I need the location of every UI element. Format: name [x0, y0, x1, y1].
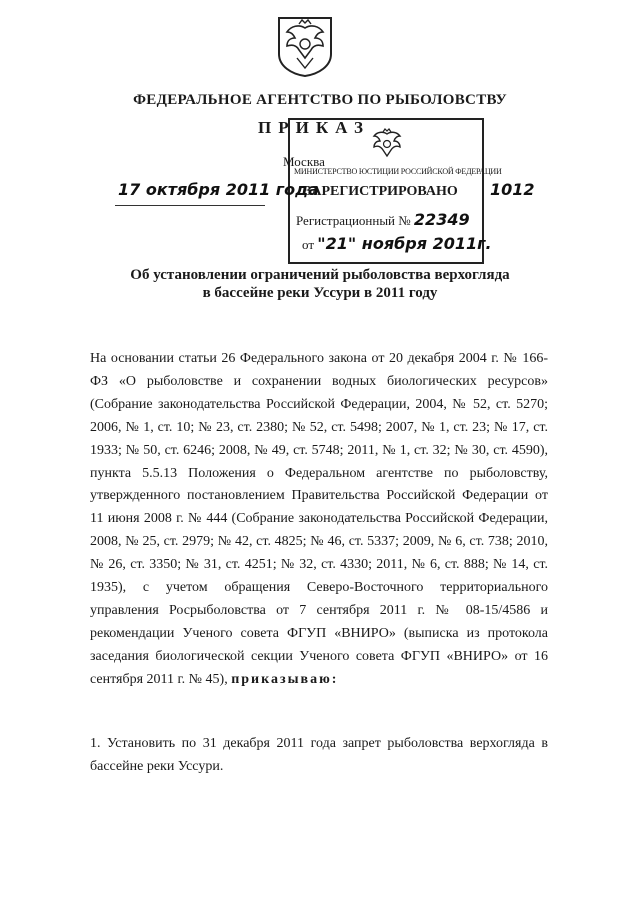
- order-item-1: 1. Установить по 31 декабря 2011 года запрет рыболовства верхогляда в бассейне реки Уссури.: [90, 736, 548, 774]
- double-headed-eagle-icon: [368, 126, 406, 162]
- subject-line-2: в бассейне реки Уссури в 2011 году: [202, 285, 438, 301]
- stamp-registration-number: [296, 210, 470, 229]
- order-word: приказываю:: [231, 671, 339, 687]
- stamp-date-prefix: от: [302, 237, 315, 252]
- stamp-extra-handwritten: 1012: [490, 180, 535, 199]
- order-title: ПРИКАЗ: [258, 118, 370, 137]
- stamp-reg-label: Регистрационный №: [296, 213, 411, 228]
- stamp-reg-number: 22349: [413, 210, 470, 229]
- stamp-registration-date: [302, 234, 492, 253]
- subject-line-1: Об установлении ограничений рыболовства верхогляда: [130, 267, 510, 283]
- stamp-ministry: МИНИСТЕРСТВО ЮСТИЦИИ РОССИЙСКОЙ ФЕДЕРАЦИИ: [294, 167, 502, 176]
- signature-date-underline: [115, 205, 265, 206]
- stamp-date-value: "21" ноября 2011г.: [317, 234, 492, 253]
- order-preamble: [90, 348, 548, 692]
- order-subject: [0, 266, 640, 302]
- stamp-registered: ЗАРЕГИСТРИРОВАНО: [304, 184, 458, 199]
- russian-coat-of-arms-icon: [275, 14, 335, 78]
- signature-date: 17 октября 2011 года: [118, 180, 319, 199]
- agency-name: ФЕДЕРАЛЬНОЕ АГЕНТСТВО ПО РЫБОЛОВСТВУ: [133, 92, 507, 108]
- city: Москва: [283, 154, 325, 169]
- preamble-text: На основании статьи 26 Федерального закона от 20 декабря 2004 г. № 166-ФЗ «О рыболовстве и сохранении водных биологических ресурсов» (Собрание законодательства Российской Федерации, 2004, № 52, ст. 5270; 2006, № 1, ст. 10; № 23, ст. 2380; № 52, ст. 5498; 2007, № 1, ст. 23; № 17, ст. 1933; № 50, ст. 6246; 2008, № 49, ст. 5748; 2011, № 1, ст. 32; № 30, ст. 4590), пункта 5.5.13 Положения о Федеральном агентстве по рыболовству, утвержденного постановлением Правительства Российской Федерации от 11 июня 2008 г. № 444 (Собрание законодательства Российской Федерации, 2008, № 25, ст. 2979; № 42, ст. 4825; № 46, ст. 5337; 2009, № 6, ст. 738; 2010, № 26, ст. 3350; № 31, ст. 4251; № 32, ст. 4330; 2011, № 6, ст. 888; № 14, ст. 1935), с учетом обращения Северо-Восточного территориального управления Росрыболовства от 7 сентября 2011 г. № 08-15/4586 и рекомендации Ученого совета ФГУП «ВНИРО» (выписка из протокола заседания биологической секции Ученого совета ФГУП «ВНИРО» от 16 сентября 2011 г. № 45),: [90, 351, 548, 687]
